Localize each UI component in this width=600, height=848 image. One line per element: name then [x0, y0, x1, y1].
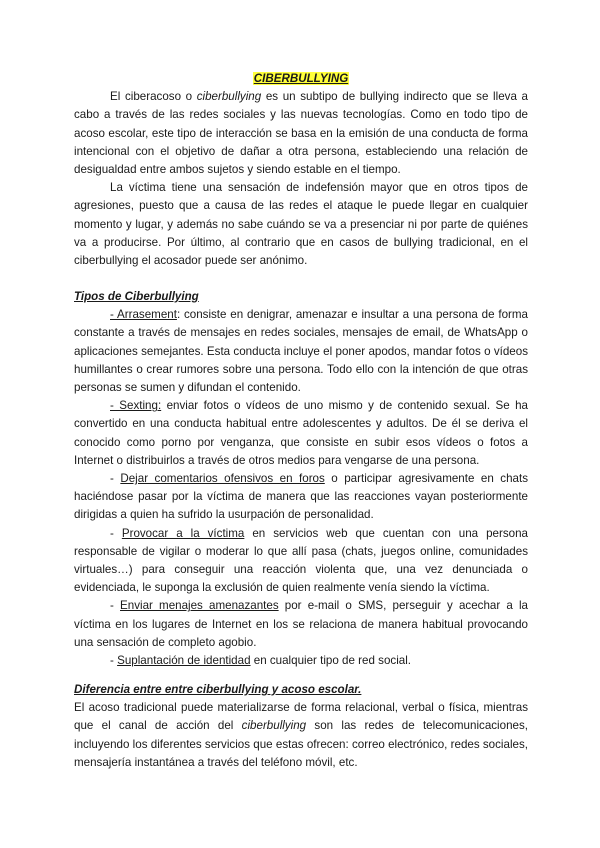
tipo-text: o participar agresivamente en chats haciéndose pasar por la víctima de manera que las reacciones vayan posteriormente dirigidas a quien ha sufrido la usurpación de personalidad. [74, 472, 528, 522]
tipo-dash: - [110, 472, 121, 486]
tipos-section [74, 288, 528, 670]
tipo-term: Provocar a la víctima [121, 526, 245, 540]
tipo-text: por e-mail o SMS, perseguir y acechar a la víctima en los lugares de Internet en los se relaciona de manera habitual provocando una sensación de completo agobio. [74, 599, 528, 649]
intro-text: El ciberacoso o [110, 90, 197, 104]
tipo-dash: - [110, 654, 118, 668]
diferencia-text: El acoso tradicional puede materializarse de forma relacional, verbal o física, mientras que el canal de acción del [74, 701, 528, 733]
tipo-term: - Arrasement [110, 308, 177, 322]
tipo-dash: - [110, 599, 121, 613]
intro-section [74, 70, 528, 270]
diferencia-section [74, 681, 528, 772]
tipo-item [74, 652, 528, 670]
intro-emphasis: ciberbullying [196, 90, 262, 104]
tipo-text: en servicios web que cuentan con una persona responsable de vigilar o moderar lo que allí pasa (chats, juegos online, comunidades virtuales…) para conseguir una reacción violenta que, una vez denunciada o evidenciada, le suponga la exclusión de quien realmente venía siendo la víctima. [74, 526, 528, 595]
diferencia-paragraph [74, 699, 528, 772]
intro-paragraph-1 [74, 88, 528, 179]
diferencia-text-rest: son las redes de telecomunicaciones, incluyendo los diferentes servicios que estas ofrecen: correo electrónico, redes sociales, mensajería instantánea a través del teléfono móvil, etc. [74, 719, 528, 769]
tipo-term: Enviar menajes amenazantes [120, 599, 279, 613]
intro-paragraph-2: La víctima tiene una sensación de indefensión mayor que en otros tipos de agresiones, puesto que a causa de las redes el ataque le puede llegar en cualquier momento y lugar, y además no sabe cuándo se va a presenciar ni por parte de quiénes va a producirse. Por último, al contrario que en casos de bullying tradicional, en el ciberbullying el acosador puede ser anónimo. [74, 181, 528, 268]
intro-text-rest: es un subtipo de bullying indirecto que se lleva a cabo a través de las redes sociales y las nuevas tecnologías. Como en todo tipo de acoso escolar, este tipo de interacción se basa en la emisión de una conducta de forma intencional con el objetivo de dañar a otra persona, estableciendo una relación de desigualdad entre ambos sujetos y siendo estable en el tiempo. [74, 90, 528, 177]
document-title: CIBERBULLYING [253, 72, 349, 85]
tipo-text: en cualquier tipo de red social. [250, 654, 412, 668]
tipo-item [74, 470, 528, 525]
tipo-term: Suplantación de identidad [117, 654, 251, 668]
tipo-item [74, 397, 528, 470]
tipo-term: - Sexting: [110, 399, 162, 413]
tipo-text: : consiste en denigrar, amenazar e insultar a una persona de forma constante a través de mensajes en redes sociales, mensajes de email, de WhatsApp o aplicaciones semejantes. Esta conducta incluye el poner apodos, mandar fotos o vídeos humillantes o crear rumores sobre una persona. Todo ello con la intención de que otras personas se sumen y difundan el contenido. [74, 308, 528, 395]
tipo-term: Dejar comentarios ofensivos en foros [120, 472, 325, 486]
tipo-item [74, 525, 528, 598]
tipo-text: enviar fotos o vídeos de uno mismo y de contenido sexual. Se ha convertido en una conducta habitual entre adolescentes y adultos. De él se deriva el conocido como porno por venganza, que consiste en subir esos vídeos o fotos a Internet o distribuirlos a través de otros medios para vengarse de una persona. [74, 399, 528, 467]
diferencia-heading: Diferencia entre entre ciberbullying y acoso escolar. [74, 683, 362, 696]
tipo-item [74, 306, 528, 397]
tipo-dash: - [110, 526, 122, 540]
diferencia-emphasis: ciberbullying [241, 719, 307, 733]
tipo-item [74, 597, 528, 652]
tipos-heading: Tipos de Ciberbullying [74, 290, 199, 303]
title-line [74, 70, 528, 88]
